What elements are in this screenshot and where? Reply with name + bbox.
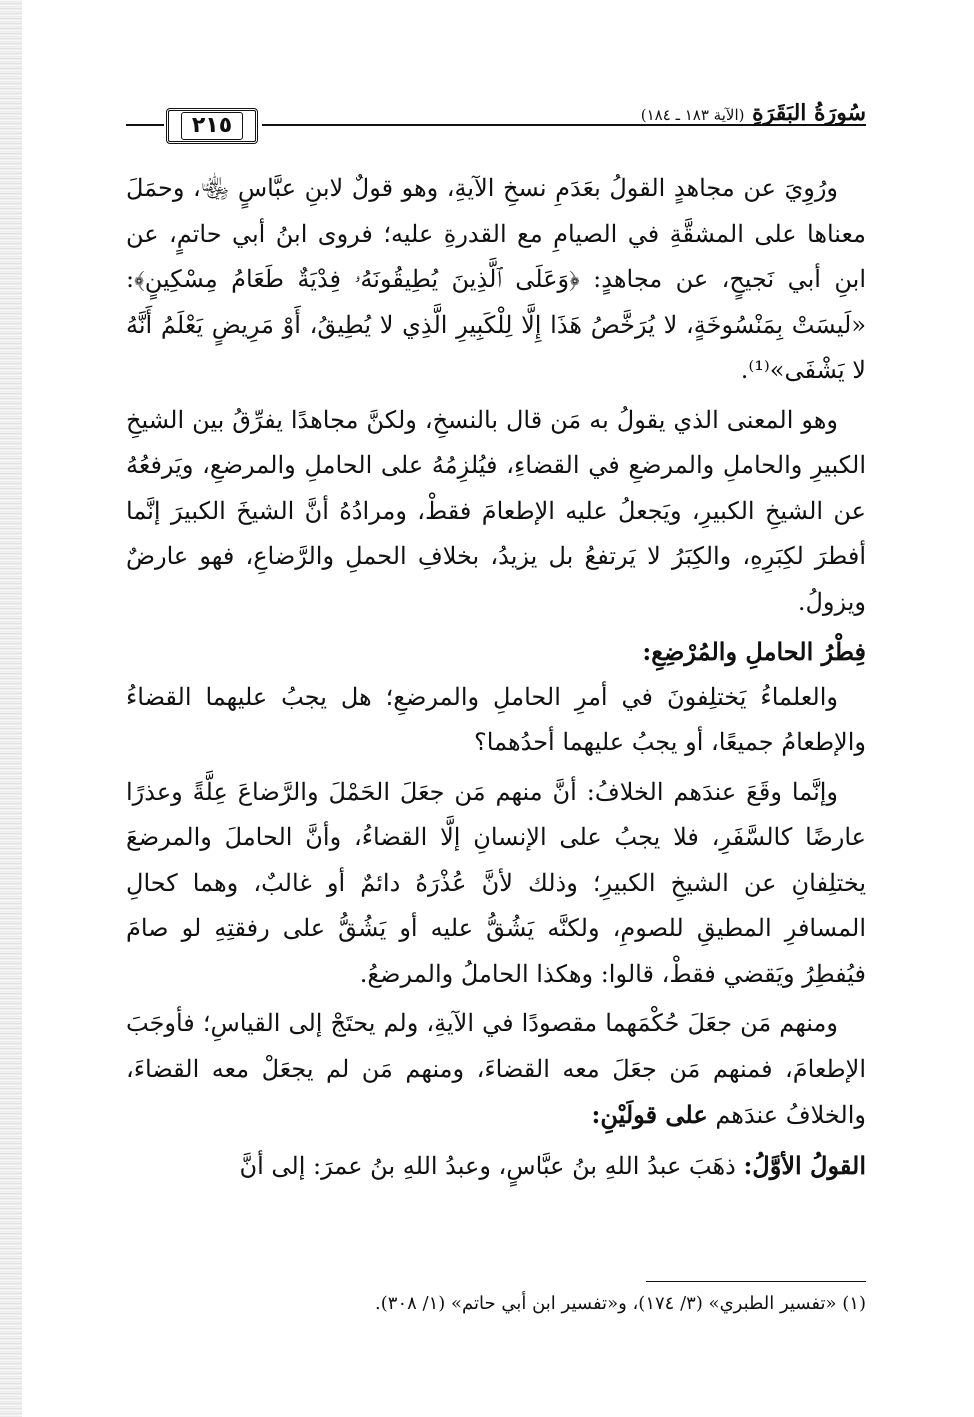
surah-name: سُورَةُ البَقَرَةِ <box>752 100 866 126</box>
page-body <box>126 166 866 1193</box>
page-number-box <box>166 108 258 144</box>
paragraph-5-text: ومنهم مَن جعَلَ حُكْمَهما مقصودًا في الآيةِ، ولم يحتَجْ إلى القياسِ؛ فأوجَبَ الإطعامَ، فمنهم مَن جعَلَ معه القضاءَ، ومنهم مَن لم يجعَلْ معه القضاءَ، والخلافُ عندَهم <box>126 1009 866 1129</box>
paragraph-4: وإنَّما وقَعَ عندَهم الخلافُ: أنَّ منهم مَن جعَلَ الحَمْلَ والرَّضاعَ عِلَّةً وعذرًا عارضًا كالسَّفَرِ، فلا يجبُ على الإنسانِ إلَّا القضاءُ، وأنَّ الحاملَ والمرضعَ يختلِفانِ عن الشيخِ الكبيرِ؛ وذلك لأنَّ عُذْرَهُ دائمٌ أو غالبٌ، وهما كحالِ المسافرِ المطيقِ للصومِ، ولكنَّه يَشُقُّ عليه أو يَشُقُّ على رفقتِهِ لو صامَ فيُفطِرُ ويَقضي فقطْ، قالوا: وهكذا الحاملُ والمرضعُ. <box>126 777 866 988</box>
paragraph-5-bold: على قولَيْنِ: <box>591 1100 708 1129</box>
section-heading: فِطْرُ الحاملِ والمُرْضِعِ: <box>642 637 866 666</box>
paragraph-6-text: ذهَبَ عبدُ اللهِ بنُ عبَّاسٍ، وعبدُ اللهِ بنُ عمرَ: إلى أنَّ <box>239 1151 736 1180</box>
verse-range: (الآية ١٨٣ ـ ١٨٤) <box>640 106 745 124</box>
first-opinion-label: القولُ الأوَّلُ: <box>743 1150 866 1180</box>
footnote-separator <box>646 1281 866 1282</box>
footnote-1: (١) «تفسير الطبري» (٣/ ١٧٤)، و«تفسير ابن أبي حاتم» (١/ ٣٠٨). <box>375 1293 866 1314</box>
page-header <box>126 98 866 156</box>
page-number: ٢١٥ <box>181 112 243 140</box>
paragraph-1: ورُوِيَ عن مجاهدٍ القولُ بعَدَمِ نسخِ الآيةِ، وهو قولٌ لابنِ عبَّاسٍ ﵄، وحمَلَ معناها على المشقَّةِ في الصيامِ مع القدرةِ عليه؛ فروى ابنُ أبي حاتمٍ، عن ابنِ أبي نَجيحٍ، عن مجاهدٍ: ﴿وَعَلَى ٱلَّذِينَ يُطِيقُونَهُۥ فِدْيَةٌ طَعَامُ مِسْكِينٍ﴾: «لَيسَتْ بِمَنْسُوخَةٍ، لا يُرَخَّصُ هَذَا إِلَّا لِلْكَبِيرِ الَّذِي لا يُطِيقُ، أَوْ مَرِيضٍ يَعْلَمُ أَنَّهُ لا يَشْفَى»⁽¹⁾. <box>126 174 866 384</box>
paragraph-2: وهو المعنى الذي يقولُ به مَن قال بالنسخِ، ولكنَّ مجاهدًا يفرِّقُ بين الشيخِ الكبيرِ والحاملِ والمرضعِ في القضاءِ، فيُلزِمُهُ على الحاملِ والمرضعِ، ويَرفعُهُ عن الشيخِ الكبيرِ، ويَجعلُ عليه الإطعامَ فقطْ، ومرادُهُ أنَّ الشيخَ الكبيرَ إنَّما أفطرَ لكِبَرِهِ، والكِبَرُ لا يَرتفعُ بل يزيدُ، بخلافِ الحملِ والرَّضاعِ، فهو عارضٌ ويزولُ. <box>126 405 866 616</box>
paragraph-6 <box>126 1143 866 1190</box>
paragraph-5 <box>126 1001 866 1139</box>
surah-title <box>641 100 866 126</box>
header-rule-left <box>126 124 164 126</box>
scan-edge-artifact <box>0 0 22 1417</box>
paragraph-3: والعلماءُ يَختلِفونَ في أمرِ الحاملِ والمرضعِ؛ هل يجبُ عليهما القضاءُ والإطعامُ جميعًا، أو يجبُ عليهما أحدُهما؟ <box>126 682 866 756</box>
